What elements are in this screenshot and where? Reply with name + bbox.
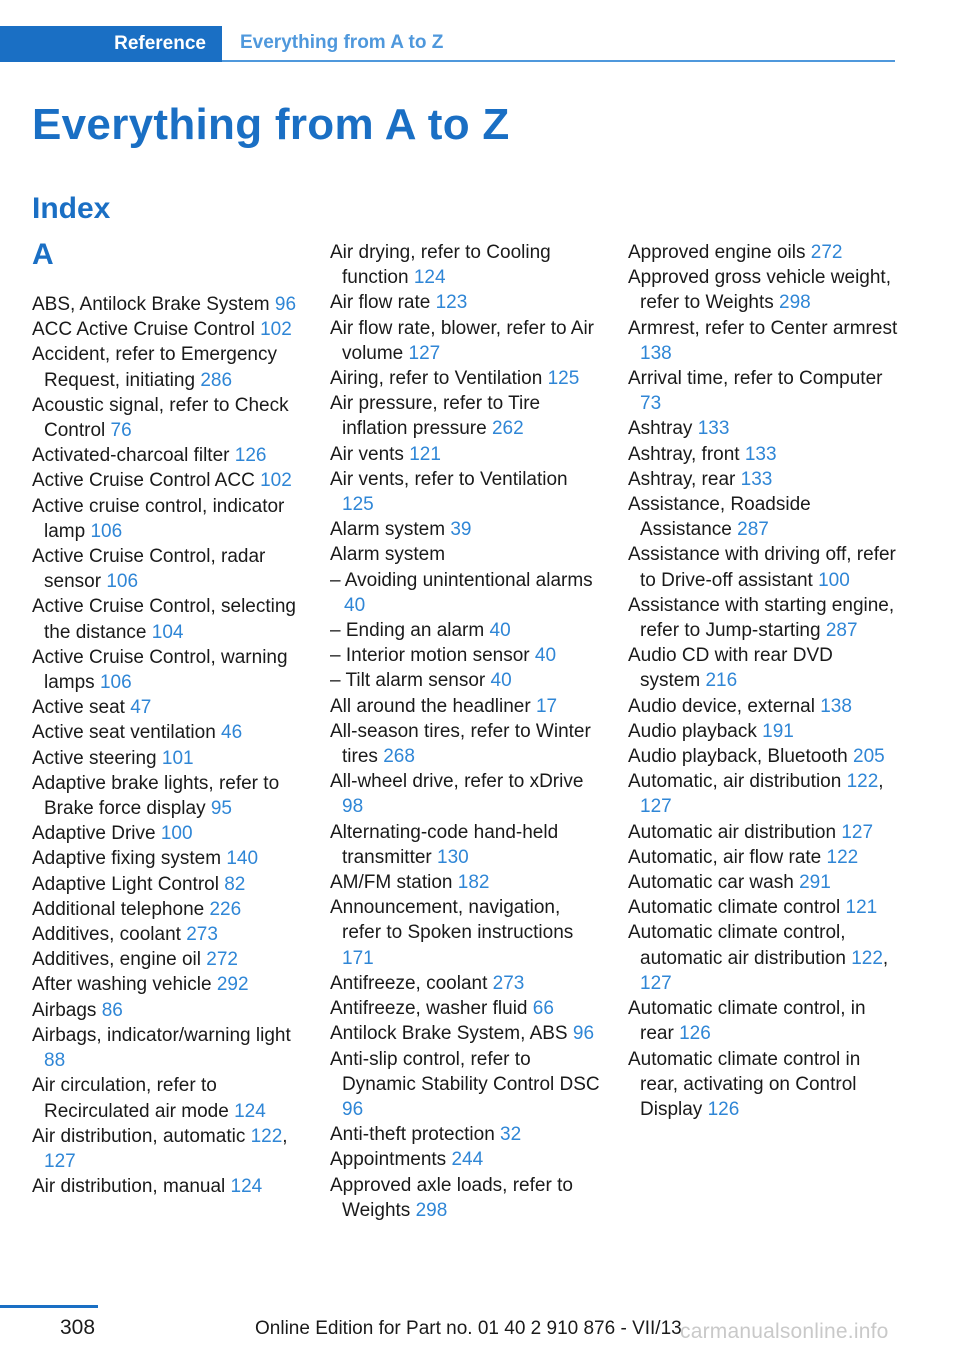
- entry-term: Antilock Brake System, ABS: [330, 1023, 573, 1045]
- entry-term: Air circulation, refer to Recirculated air mode: [32, 1075, 235, 1122]
- index-entry: [32, 468, 302, 493]
- entry-term: Alarm system: [330, 544, 446, 566]
- entry-term: Additional telephone: [32, 898, 210, 920]
- entry-term: All around the headliner: [330, 695, 536, 717]
- page-link[interactable]: 130: [437, 846, 469, 868]
- index-entry: [32, 594, 302, 644]
- entry-term: Acoustic signal, refer to Check Control: [32, 394, 289, 442]
- index-entry: [32, 1174, 302, 1199]
- index-entry: [32, 494, 302, 544]
- page-link[interactable]: 102: [260, 470, 292, 492]
- page-link[interactable]: 273: [492, 972, 525, 994]
- index-entry: Air distribution, automatic 122, 127: [32, 1125, 288, 1172]
- index-entry: [628, 870, 898, 895]
- index-entry: [330, 1173, 600, 1223]
- entry-term: Audio CD with rear DVD system: [628, 645, 833, 692]
- index-entry: [628, 820, 898, 845]
- entry-term: AM/FM station: [330, 872, 458, 894]
- page-link[interactable]: 104: [151, 621, 184, 643]
- index-entry: [32, 998, 302, 1023]
- entry-term: ACC Active Cruise Control: [32, 319, 261, 341]
- page-link[interactable]: 86: [101, 999, 123, 1021]
- entry-term: Automatic climate control in rear, activating on Control Display: [628, 1048, 861, 1120]
- index-entry: [330, 719, 600, 769]
- index-entry: [32, 897, 302, 922]
- index-entry: [32, 746, 302, 771]
- entry-term: Airing, refer to Ventilation: [330, 368, 548, 390]
- index-entry: [330, 870, 600, 895]
- page-link[interactable]: 46: [221, 722, 243, 744]
- page-link[interactable]: 66: [532, 998, 554, 1020]
- index-entry: [628, 416, 898, 441]
- page-link[interactable]: 121: [409, 443, 441, 465]
- page-link[interactable]: 133: [744, 443, 777, 465]
- index-subentry: [330, 568, 600, 618]
- index-entry: [628, 1047, 898, 1123]
- entry-term: Antifreeze, coolant: [330, 972, 493, 994]
- page-link[interactable]: 125: [342, 494, 374, 516]
- index-entry: [330, 971, 600, 996]
- entry-term: Active steering: [32, 747, 162, 769]
- page-link[interactable]: 127: [841, 821, 874, 843]
- page-link[interactable]: 262: [491, 418, 524, 440]
- page-link[interactable]: 273: [186, 924, 218, 946]
- entry-term: Active Cruise Control ACC: [32, 470, 261, 492]
- page-link[interactable]: 140: [226, 848, 259, 870]
- index-entry: [330, 1122, 600, 1147]
- page-link[interactable]: 100: [818, 569, 850, 591]
- page-link[interactable]: 102: [260, 319, 292, 341]
- entry-term: Air flow rate, blower, refer to Air volume: [330, 317, 594, 364]
- entry-term: Adaptive brake lights, refer to Brake force display: [32, 772, 280, 820]
- page-link[interactable]: 124: [413, 267, 446, 289]
- entry-term: Assistance with starting engine, refer to Jump-starting: [628, 594, 895, 642]
- page-link[interactable]: 40: [490, 670, 512, 692]
- entry-term: Air distribution, manual: [32, 1176, 231, 1198]
- entry-term: Automatic climate control, in rear: [628, 998, 866, 1045]
- page-link[interactable]: 292: [216, 974, 249, 996]
- page-link[interactable]: 96: [572, 1023, 595, 1045]
- index-entry: [628, 593, 898, 643]
- index-entry: [330, 290, 600, 315]
- index-entry: [32, 821, 302, 846]
- entry-term: After washing vehicle: [32, 974, 217, 996]
- index-entry: [628, 492, 898, 542]
- page-link[interactable]: 272: [810, 242, 843, 263]
- index-entry: [330, 442, 600, 467]
- entry-term: Alarm system: [330, 519, 451, 541]
- index-subentry: [330, 643, 600, 668]
- page-link[interactable]: 171: [342, 947, 374, 969]
- page-link[interactable]: 122: [846, 771, 879, 793]
- page-link[interactable]: 40: [534, 645, 557, 667]
- index-heading: Index: [32, 192, 111, 225]
- page-link[interactable]: 73: [640, 393, 662, 415]
- index-entry: [330, 316, 600, 366]
- entry-term: Automatic, air distribution: [628, 771, 847, 793]
- index-entry: [32, 922, 302, 947]
- index-entry: [330, 769, 600, 819]
- page-link[interactable]: 133: [697, 418, 730, 440]
- index-entry: [628, 694, 898, 719]
- index-entry: [628, 996, 898, 1046]
- page-link[interactable]: 298: [415, 1199, 448, 1221]
- index-entry: [32, 645, 302, 695]
- page-link[interactable]: 244: [451, 1149, 484, 1171]
- page-link[interactable]: 122: [851, 947, 883, 969]
- entry-term: Airbags, indicator/warning light: [32, 1024, 291, 1046]
- index-entry: [32, 342, 302, 392]
- entry-term: Audio playback, Bluetooth: [628, 746, 853, 768]
- page-link[interactable]: 96: [274, 294, 297, 315]
- index-entry: [330, 240, 600, 290]
- entry-term: All-wheel drive, refer to xDrive: [330, 771, 584, 793]
- page-link[interactable]: 127: [44, 1150, 76, 1172]
- page-link[interactable]: 88: [44, 1050, 66, 1072]
- entry-term: Automatic car wash: [628, 872, 800, 894]
- page-link[interactable]: 287: [737, 519, 769, 541]
- page-link[interactable]: 268: [383, 746, 415, 768]
- entry-term: Anti-slip control, refer to Dynamic Stability Control DSC: [330, 1048, 600, 1095]
- page-link[interactable]: 124: [230, 1176, 263, 1198]
- entry-term: Anti-theft protection: [330, 1124, 501, 1146]
- index-entry: [330, 467, 600, 517]
- page-link[interactable]: 124: [234, 1100, 266, 1122]
- entry-term: Armrest, refer to Center armrest: [628, 317, 898, 339]
- index-entry: [628, 265, 898, 315]
- entry-term: Active seat ventilation: [32, 722, 222, 744]
- entry-term: All-season tires, refer to Winter tires: [330, 720, 591, 768]
- index-entry: [32, 720, 302, 745]
- index-entry: [330, 391, 600, 441]
- entry-term: – Tilt alarm sensor: [330, 670, 491, 692]
- entry-term: Activated-charcoal filter: [32, 445, 235, 467]
- page-link[interactable]: 123: [435, 292, 468, 314]
- page-link[interactable]: 76: [110, 420, 132, 442]
- page-link[interactable]: 98: [342, 796, 364, 818]
- entry-term: Assistance with driving off, refer to Drive-off assistant: [628, 544, 896, 591]
- index-entry: [330, 1021, 600, 1046]
- page-link[interactable]: 127: [640, 972, 672, 994]
- page-link[interactable]: 286: [200, 369, 233, 391]
- index-subentry: [330, 618, 600, 643]
- index-entry: [628, 643, 898, 693]
- page-link[interactable]: 127: [640, 796, 672, 818]
- page-link[interactable]: 138: [640, 342, 672, 364]
- page-link[interactable]: 126: [707, 1098, 740, 1120]
- page-link[interactable]: 106: [99, 672, 132, 694]
- entry-term: Air vents, refer to Ventilation: [330, 468, 568, 490]
- entry-term: Automatic, air flow rate: [628, 846, 827, 868]
- index-entry: [330, 366, 600, 391]
- entry-term: Air drying, refer to Cooling function: [330, 242, 551, 289]
- index-entry: [330, 820, 600, 870]
- index-entry: [628, 467, 898, 492]
- entry-term: Additives, engine oil: [32, 949, 207, 971]
- page-link[interactable]: 125: [547, 368, 580, 390]
- page-link[interactable]: 272: [206, 949, 238, 971]
- index-entry: [628, 744, 898, 769]
- entry-term: Active cruise control, indicator lamp: [32, 495, 285, 542]
- page-link[interactable]: 126: [679, 1023, 711, 1045]
- index-entry: [330, 996, 600, 1021]
- entry-term: Air vents: [330, 443, 410, 465]
- page-link[interactable]: 298: [779, 292, 811, 314]
- index-entry: [628, 542, 898, 592]
- entry-term: – Interior motion sensor: [330, 645, 535, 667]
- page-link[interactable]: 101: [161, 747, 194, 769]
- index-entry: [628, 316, 898, 366]
- page-number: 308: [60, 1316, 96, 1339]
- page-link[interactable]: 39: [450, 519, 472, 541]
- page-link[interactable]: 133: [740, 468, 773, 490]
- entry-term: Ashtray: [628, 418, 698, 440]
- index-column-3: [628, 240, 898, 1122]
- entry-term: Adaptive Light Control: [32, 873, 225, 895]
- page-link[interactable]: 95: [210, 798, 232, 820]
- page-link[interactable]: 182: [457, 872, 490, 894]
- index-entry: [32, 947, 302, 972]
- index-entry: [628, 240, 898, 265]
- entry-term: Antifreeze, washer fluid: [330, 998, 533, 1020]
- index-entry: [628, 845, 898, 870]
- watermark: carmanualsonline.info: [680, 1320, 889, 1343]
- index-entry: [330, 517, 600, 542]
- entry-term: Announcement, navigation, refer to Spoken instructions: [330, 897, 574, 944]
- entry-term: Air pressure, refer to Tire inflation pressure: [330, 393, 541, 440]
- page-link[interactable]: 226: [209, 898, 242, 920]
- page-link[interactable]: 191: [762, 720, 794, 742]
- entry-term: Accident, refer to Emergency Request, initiating: [32, 344, 277, 391]
- index-entry: [32, 393, 302, 443]
- index-entry: [32, 317, 302, 342]
- entry-term: – Ending an alarm: [330, 620, 490, 642]
- entry-term: Alternating-code hand-held transmitter: [330, 821, 559, 868]
- page-link[interactable]: 106: [90, 520, 123, 542]
- entry-term: Automatic air distribution: [628, 821, 842, 843]
- entry-term: Approved gross vehicle weight, refer to Weights: [628, 267, 891, 314]
- index-entry: [628, 719, 898, 744]
- index-entry: [32, 972, 302, 997]
- index-entry: [628, 366, 898, 416]
- top-bar: [0, 26, 895, 62]
- entry-term: Additives, coolant: [32, 924, 187, 946]
- entry-term: Audio playback: [628, 720, 763, 742]
- index-entry: [330, 1147, 600, 1172]
- index-entry: [32, 695, 302, 720]
- index-column-1: [32, 240, 302, 1199]
- entry-term: – Avoiding unintentional alarms: [330, 569, 593, 591]
- index-entry: [628, 442, 898, 467]
- page-link[interactable]: 121: [845, 897, 878, 919]
- page-link[interactable]: 106: [106, 571, 139, 593]
- page-title: Everything from A to Z: [32, 100, 510, 149]
- page-link[interactable]: 82: [224, 873, 246, 895]
- index-entry: [32, 443, 302, 468]
- index-entry: [32, 1073, 302, 1123]
- index-subentry: [330, 668, 600, 693]
- index-entry: [330, 694, 600, 719]
- letter-heading: A: [32, 238, 54, 271]
- entry-term: Air distribution, automatic: [32, 1125, 251, 1147]
- entry-term: Automatic climate control, automatic air distribution: [628, 922, 852, 969]
- page-link[interactable]: 40: [489, 620, 511, 642]
- index-entry: [32, 872, 302, 897]
- entry-term: ABS, Antilock Brake System: [32, 294, 275, 315]
- entry-term: Approved axle loads, refer to Weights: [330, 1174, 573, 1221]
- page-link[interactable]: 32: [500, 1124, 522, 1146]
- entry-term: Airbags: [32, 999, 102, 1021]
- entry-term: Adaptive fixing system: [32, 848, 227, 870]
- index-entry: [628, 895, 898, 920]
- entry-term: Assistance, Roadside Assistance: [628, 494, 811, 541]
- page-link[interactable]: 17: [535, 695, 558, 717]
- entry-term: Approved engine oils: [628, 242, 811, 263]
- page-link[interactable]: 47: [130, 697, 152, 719]
- index-entry: [32, 846, 302, 871]
- edition-text: Online Edition for Part no. 01 40 2 910 876 - VII/13: [255, 1318, 682, 1339]
- index-entry: [32, 292, 302, 317]
- entry-term: Active Cruise Control, selecting the distance: [32, 596, 296, 643]
- entry-term: Audio device, external: [628, 695, 821, 717]
- footer-rule: [0, 1305, 98, 1308]
- index-entry: [32, 544, 302, 594]
- index-entry: [330, 895, 600, 971]
- entry-term: Appointments: [330, 1149, 452, 1171]
- page-link[interactable]: 291: [799, 872, 831, 894]
- index-entry: [330, 542, 600, 567]
- entry-term: Ashtray, front: [628, 443, 745, 465]
- entry-term: Active seat: [32, 697, 131, 719]
- breadcrumb[interactable]: Everything from A to Z: [240, 32, 444, 53]
- header-rule: [222, 60, 895, 62]
- entry-term: Adaptive Drive: [32, 823, 161, 845]
- page-link[interactable]: 127: [408, 342, 441, 364]
- entry-term: Air flow rate: [330, 292, 436, 314]
- index-entry: [330, 1047, 600, 1123]
- entry-term: Ashtray, rear: [628, 468, 741, 490]
- page-link[interactable]: 126: [234, 445, 267, 467]
- section-tab[interactable]: Reference: [0, 26, 222, 62]
- entry-term: Arrival time, refer to Computer: [628, 368, 883, 390]
- index-entry: Automatic climate control, automatic air distribution 122, 127: [628, 922, 889, 994]
- index-entry: [32, 1023, 302, 1073]
- page-link[interactable]: 122: [250, 1125, 283, 1147]
- entry-term: Active Cruise Control, warning lamps: [32, 646, 288, 694]
- page-link[interactable]: 205: [853, 746, 885, 768]
- page-link[interactable]: 96: [342, 1098, 364, 1120]
- page-link[interactable]: 100: [160, 823, 193, 845]
- page-link[interactable]: 122: [826, 846, 859, 868]
- page-link[interactable]: 216: [705, 670, 738, 692]
- entry-term: Active Cruise Control, radar sensor: [32, 546, 266, 593]
- page-link[interactable]: 138: [820, 695, 852, 717]
- entry-term: Automatic climate control: [628, 897, 846, 919]
- page-link[interactable]: 287: [825, 620, 858, 642]
- index-entry: [32, 771, 302, 821]
- page-link[interactable]: 40: [344, 594, 366, 616]
- index-column-2: [330, 240, 600, 1223]
- index-entry: Automatic, air distribution 122, 127: [628, 771, 884, 818]
